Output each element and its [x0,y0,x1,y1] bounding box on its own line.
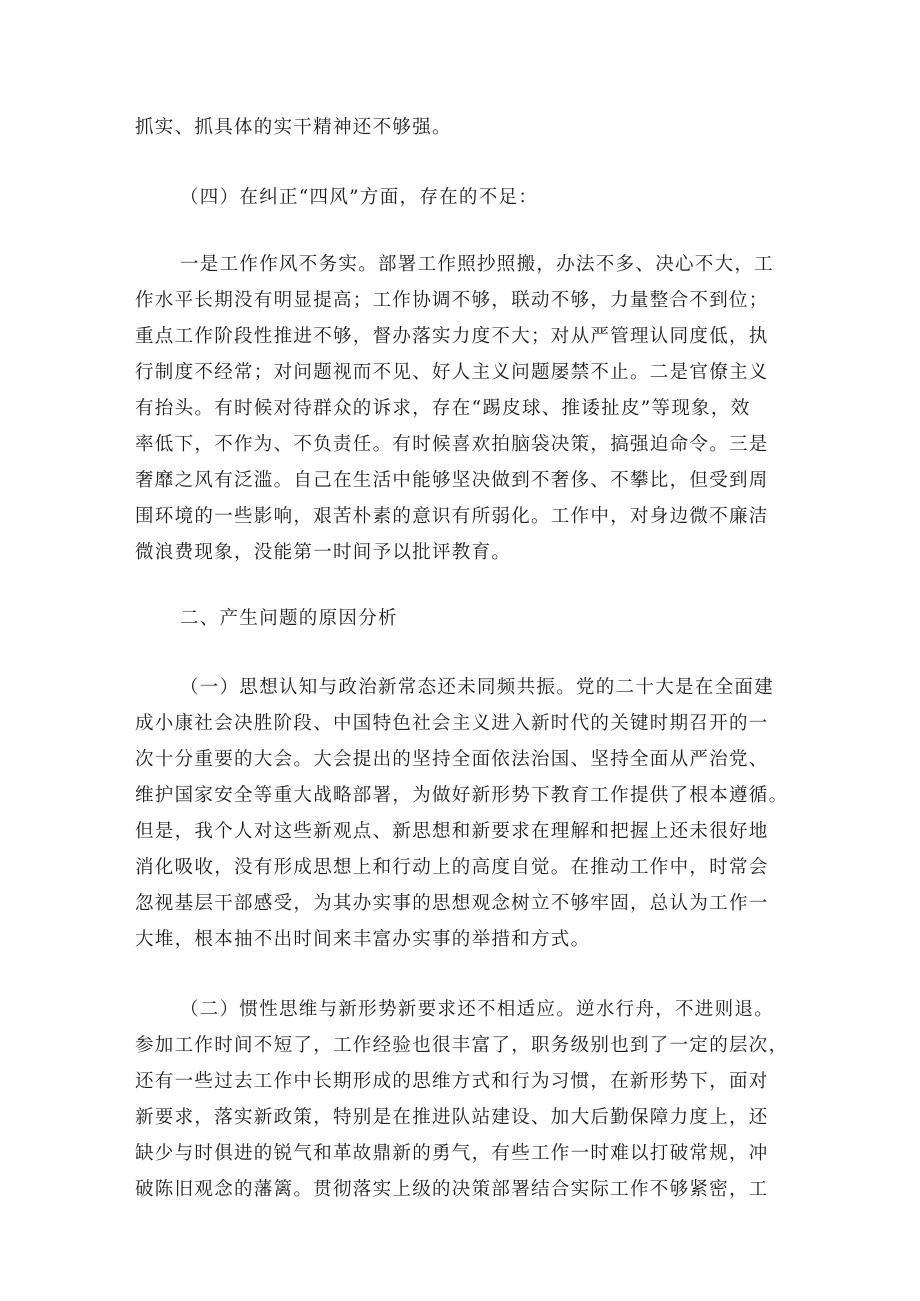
paragraph-line: 忽视基层干部感受，为其办实事的思想观念树立不够牢固，总认为工作一 [135,893,769,914]
paragraph-line: 破陈旧观念的藩篱。贯彻落实上级的决策部署结合实际工作不够紧密，工 [135,1179,769,1200]
paragraph-line: 围环境的一些影响，艰苦朴素的意识有所弱化。工作中，对身边微不廉洁 [135,506,769,527]
paragraph-line: （二）惯性思维与新形势新要求还不相适应。逆水行舟，不进则退。 [180,999,775,1020]
paragraph-line: 重点工作阶段性推进不够，督办落实力度不大；对从严管理认同度低，执 [135,326,769,347]
paragraph-line: 消化吸收，没有形成思想上和行动上的高度自觉。在推动工作中，时常会 [135,857,769,878]
paragraph-line: 作水平长期没有明显提高；工作协调不够，联动不够，力量整合不到位； [135,290,769,311]
paragraph-line: （一）思想认知与政治新常态还未同频共振。党的二十大是在全面建 [180,677,775,698]
paragraph-line: 抓实、抓具体的实干精神还不够强。 [135,117,452,138]
paragraph-line: 率低下，不作为、不负责任。有时候喜欢拍脑袋决策，搞强迫命令。三是 [135,434,769,455]
paragraph-line: 成小康社会决胜阶段、中国特色社会主义进入新时代的关键时期召开的一 [135,713,769,734]
section-heading-cause-analysis: 二、产生问题的原因分析 [180,608,398,629]
paragraph-line: 行制度不经常；对问题视而不见、好人主义问题屡禁不止。二是官僚主义 [135,362,769,383]
paragraph-line: 次十分重要的大会。大会提出的坚持全面依法治国、坚持全面从严治党、 [135,749,769,770]
paragraph-line: 新要求，落实新政策，特别是在推进队站建设、加大后勤保障力度上，还 [135,1107,769,1128]
paragraph-line: 缺少与时俱进的锐气和革故鼎新的勇气，有些工作一时难以打破常规，冲 [135,1143,769,1164]
paragraph-line: 还有一些过去工作中长期形成的思维方式和行为习惯，在新形势下，面对 [135,1071,769,1092]
paragraph-line: 一是工作作风不务实。部署工作照抄照搬，办法不多、决心不大，工 [180,254,775,275]
paragraph-line: 大堆，根本抽不出时间来丰富办实事的举措和方式。 [135,929,591,950]
paragraph-line: 但是，我个人对这些新观点、新思想和新要求在理解和把握上还未很好地 [135,821,769,842]
paragraph-line: 参加工作时间不短了，工作经验也很丰富了，职务级别也到了一定的层次， [135,1035,789,1056]
paragraph-line: 微浪费现象，没能第一时间予以批评教育。 [135,542,512,563]
section-heading-four-winds: （四）在纠正“四风”方面，存在的不足： [180,187,539,208]
paragraph-line: 有抬头。有时候对待群众的诉求，存在“踢皮球、推诿扯皮”等现象，效 [135,398,751,419]
paragraph-line: 奢靡之风有泛滥。自己在生活中能够坚决做到不奢侈、不攀比，但受到周 [135,470,769,491]
paragraph-line: 维护国家安全等重大战略部署，为做好新形势下教育工作提供了根本遵循。 [135,785,789,806]
